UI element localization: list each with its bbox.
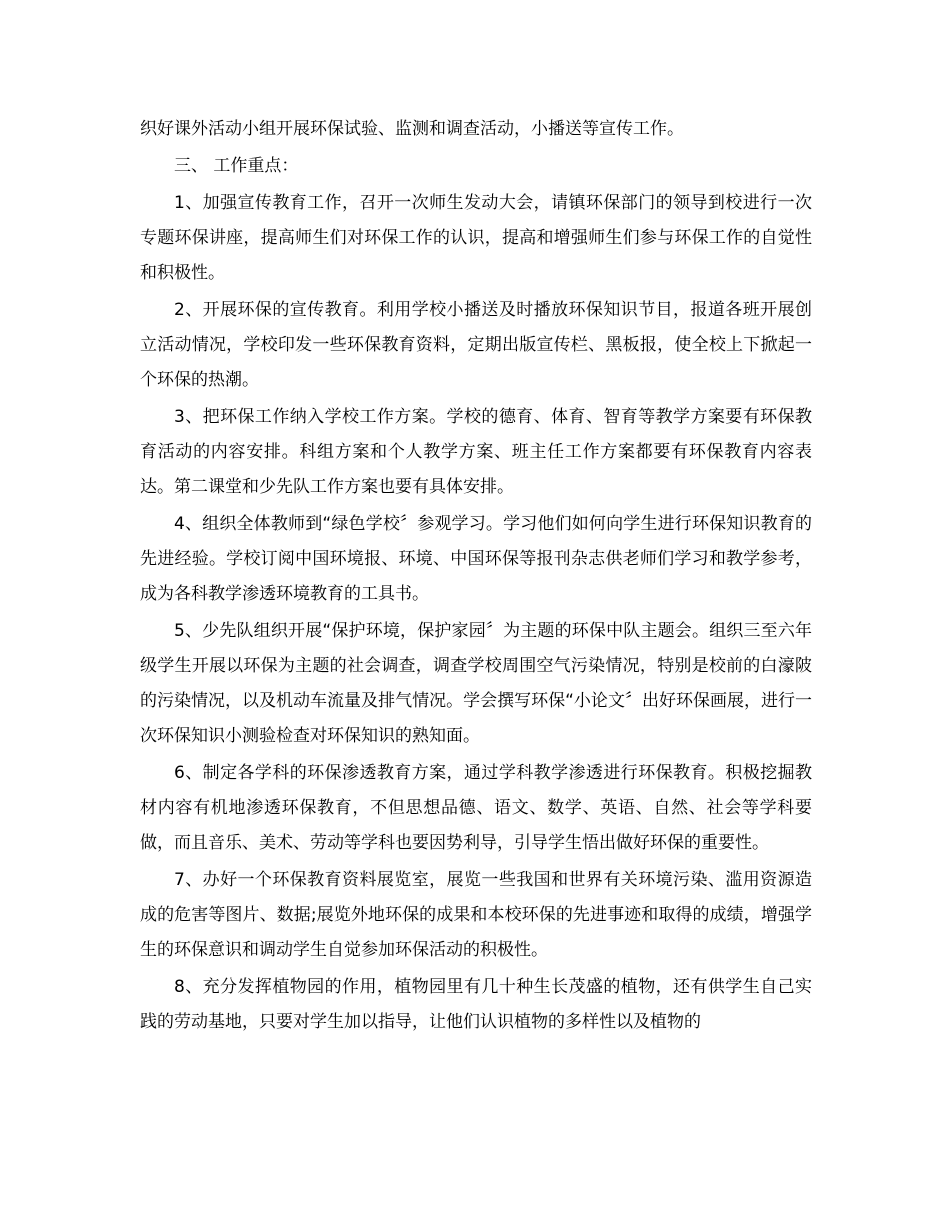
paragraph-item-8: 8、充分发挥植物园的作用，植物园里有几十种生长茂盛的植物，还有供学生自己实践的劳动基地，只要对学生加以指导，让他们认识植物的多样性以及植物的 xyxy=(140,977,812,1032)
section-heading-work-focus: 三、 工作重点： xyxy=(174,156,299,176)
paragraph-item-5: 5、少先队组织开展“保护环境，保护家园〞为主题的环保中队主题会。组织三至六年级学生开展以环保为主题的社会调查，调查学校周围空气污染情况，特别是校前的白濠陂的污染情况，以及机动车流量及排气情况。学会撰写环保“小论文〞出好环保画展，进行一次环保知识小测验检查对环保知识的熟知面。 xyxy=(140,621,812,746)
paragraph-item-1: 1、加强宣传教育工作，召开一次师生发动大会，请镇环保部门的领导到校进行一次专题环保讲座，提高师生们对环保工作的认识，提高和增强师生们参与环保工作的自觉性和积极性。 xyxy=(140,193,812,283)
paragraph-item-2: 2、开展环保的宣传教育。利用学校小播送及时播放环保知识节目，报道各班开展创立活动情况，学校印发一些环保教育资料，定期出版宣传栏、黑板报，使全校上下掀起一个环保的热潮。 xyxy=(140,300,812,390)
paragraph-item-3: 3、把环保工作纳入学校工作方案。学校的德育、体育、智育等教学方案要有环保教育活动的内容安排。科组方案和个人教学方案、班主任工作方案都要有环保教育内容表达。第二课堂和少先队工作方案也要有具体安排。 xyxy=(140,407,812,497)
paragraph-item-7: 7、办好一个环保教育资料展览室，展览一些我国和世界有关环境污染、滥用资源造成的危害等图片、数据;展览外地环保的成果和本校环保的先进事迹和取得的成绩，增强学生的环保意识和调动学生自觉参加环保活动的积极性。 xyxy=(140,870,812,960)
paragraph-continuation: 织好课外活动小组开展环保试验、监测和调查活动，小播送等宣传工作。 xyxy=(140,119,684,139)
paragraph-item-6: 6、制定各学科的环保渗透教育方案，通过学科教学渗透进行环保教育。积极挖掘教材内容有机地渗透环保教育，不但思想品德、语文、数学、英语、自然、社会等学科要做，而且音乐、美术、劳动等学科也要因势利导，引导学生悟出做好环保的重要性。 xyxy=(140,763,812,853)
paragraph-item-4: 4、组织全体教师到“绿色学校〞参观学习。学习他们如何向学生进行环保知识教育的先进经验。学校订阅中国环境报、环境、中国环保等报刊杂志供老师们学习和教学参考，成为各科教学渗透环境教育的工具书。 xyxy=(140,514,812,604)
document-body xyxy=(140,112,812,1042)
